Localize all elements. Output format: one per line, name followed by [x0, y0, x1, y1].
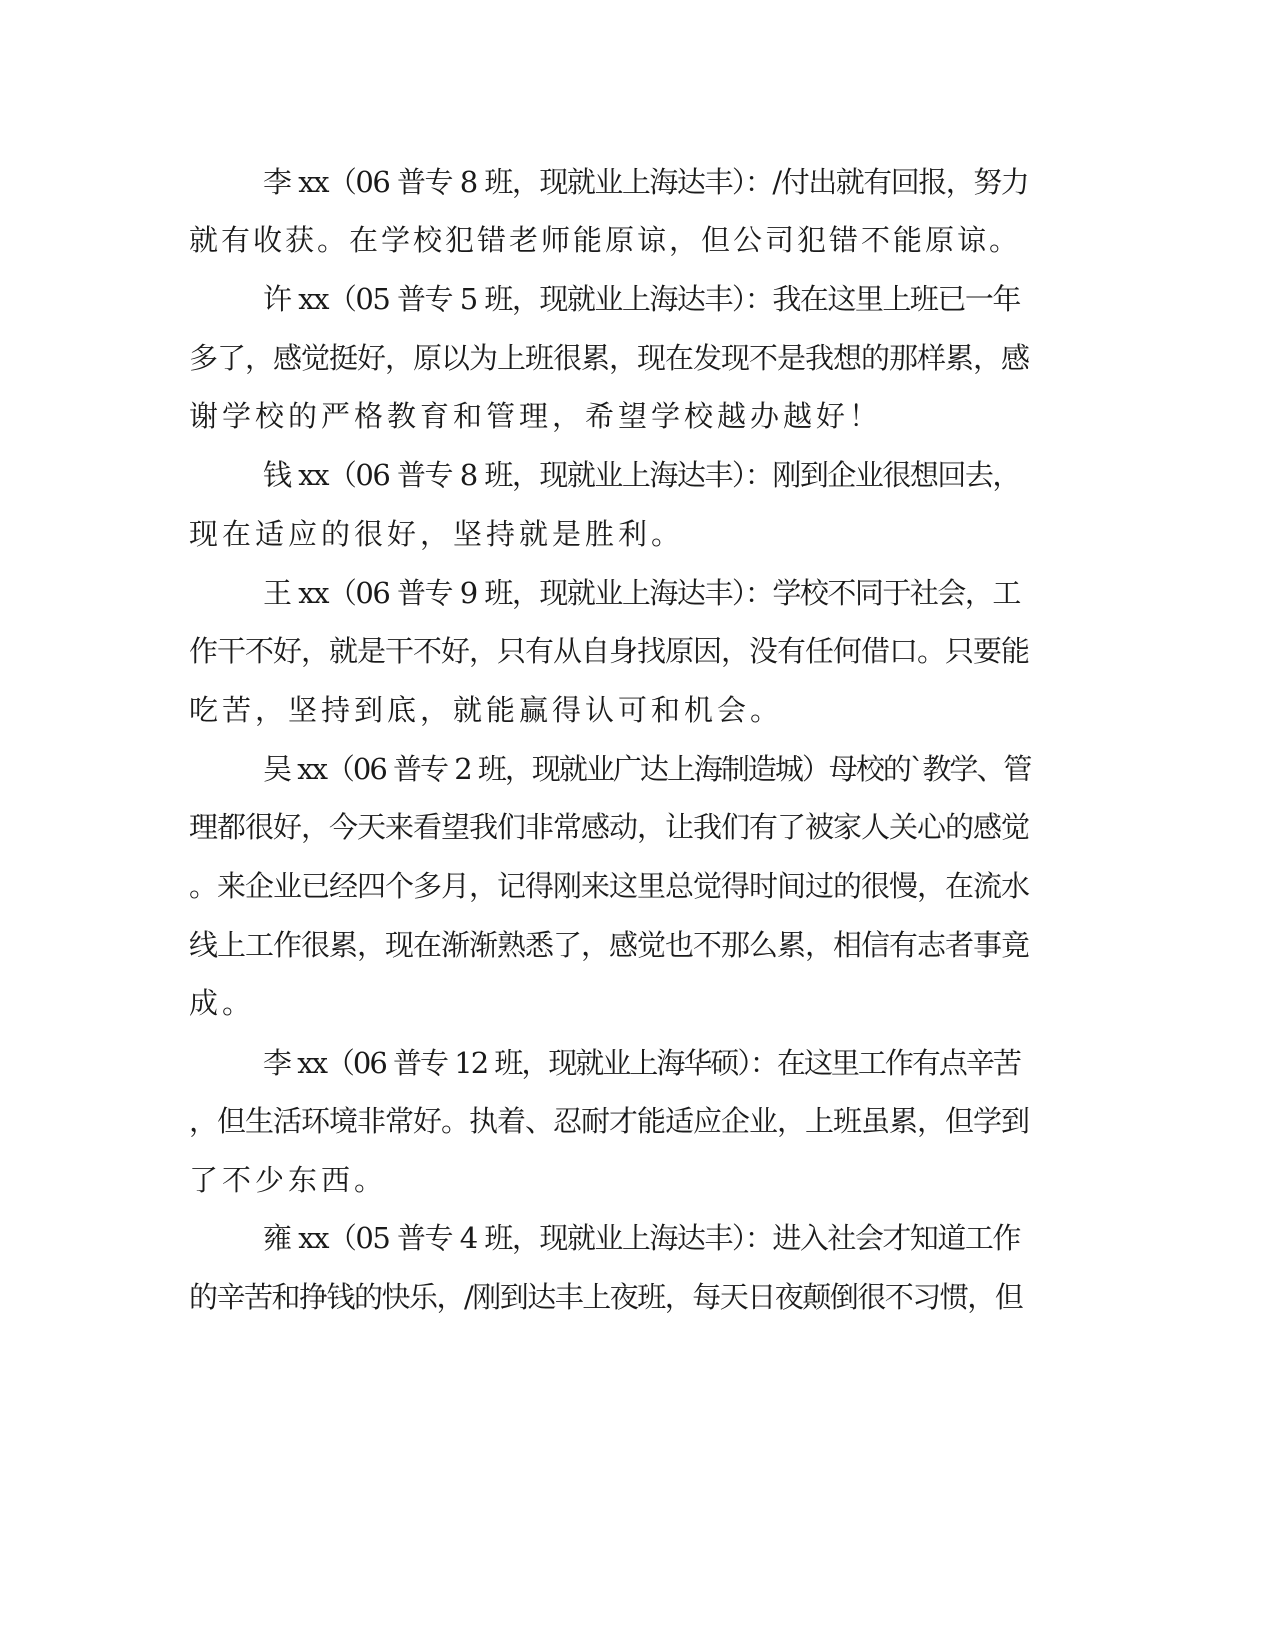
text-line: 了不少东西。	[189, 1163, 388, 1197]
text-line: ，但生活环境非常好。执着、忍耐才能适应企业，上班虽累，但学到	[189, 1104, 1030, 1138]
text-line: 谢学校的严格教育和管理，希望学校越办越好！	[189, 399, 883, 433]
text-line: 现在适应的很好，坚持就是胜利。	[189, 517, 685, 551]
text-line: 理都很好，今天来看望我们非常感动，让我们有了被家人关心的感觉	[189, 810, 1030, 844]
text-line: 吃苦，坚持到底，就能赢得认可和机会。	[189, 693, 784, 727]
text-line: 的辛苦和挣钱的快乐，/刚到达丰上夜班，每天日夜颠倒很不习惯，但	[189, 1280, 1023, 1314]
text-line: 王 xx（06 普专 9 班，现就业上海达丰）：学校不同于社会，工	[263, 576, 1020, 610]
text-line: 李 xx（06 普专 8 班，现就业上海达丰）：/付出就有回报，努力	[263, 165, 1029, 199]
text-line: 就有收获。在学校犯错老师能原谅，但公司犯错不能原谅。	[189, 223, 1022, 257]
text-line: 。来企业已经四个多月，记得刚来这里总觉得时间过的很慢，在流水	[189, 869, 1030, 903]
text-line: 吴 xx（06 普专 2 班，现就业广达上海制造城）母校的`教学、管	[263, 752, 1031, 786]
text-line: 多了，感觉挺好，原以为上班很累，现在发现不是我想的那样累，感	[189, 341, 1030, 375]
text-line: 李 xx（06 普专 12 班，现就业上海华硕）：在这里工作有点辛苦	[263, 1046, 1020, 1080]
text-line: 雍 xx（05 普专 4 班，现就业上海达丰）：进入社会才知道工作	[263, 1221, 1020, 1255]
text-line: 钱 xx（06 普专 8 班，现就业上海达丰）：刚到企业很想回去，	[263, 458, 1020, 492]
text-line: 成。	[189, 986, 256, 1020]
text-line: 作干不好，就是干不好，只有从自身找原因，没有任何借口。只要能	[189, 634, 1030, 668]
text-line: 线上工作很累，现在渐渐熟悉了，感觉也不那么累，相信有志者事竟	[189, 928, 1030, 962]
text-line: 许 xx（05 普专 5 班，现就业上海达丰）：我在这里上班已一年	[263, 282, 1020, 316]
